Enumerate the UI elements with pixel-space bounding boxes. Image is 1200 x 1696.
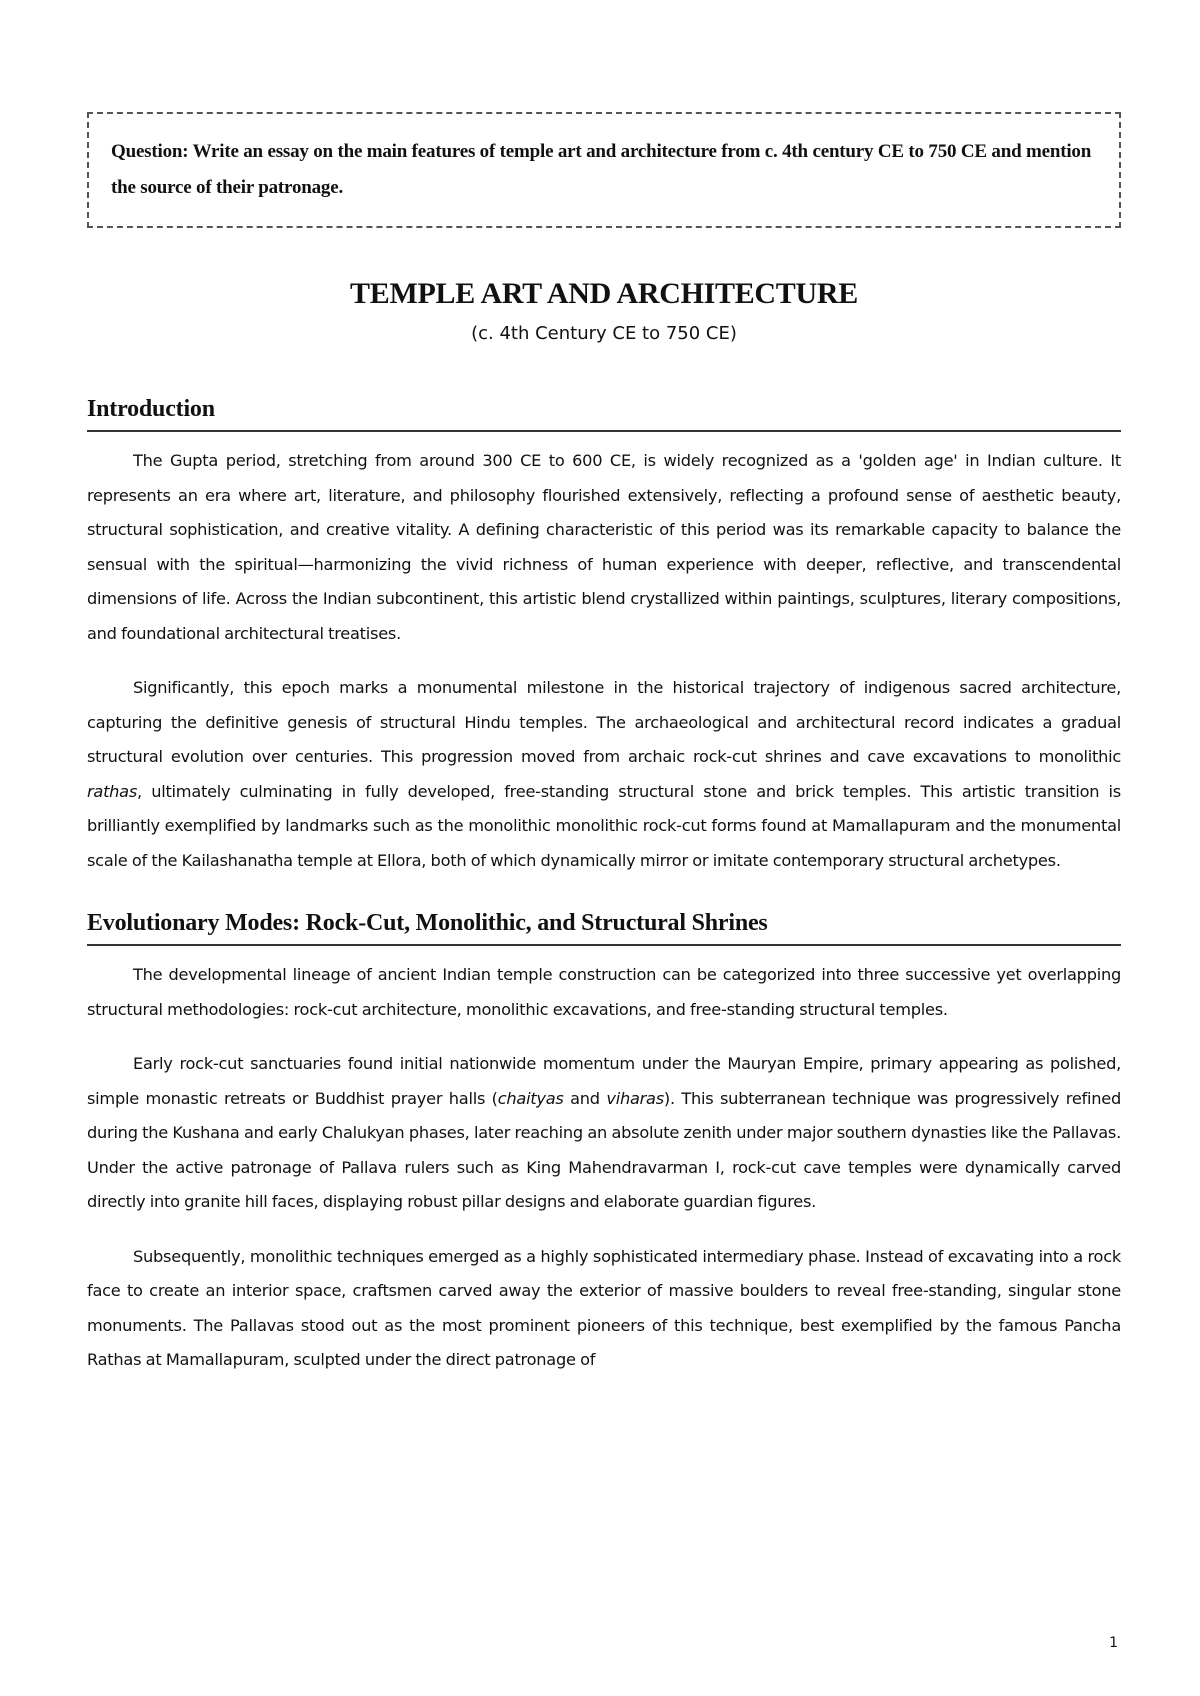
question-text: Question: Write an essay on the main features of temple art and architecture from c. 4th century CE to 750 CE and mention the source of their patronage. bbox=[111, 141, 1092, 198]
document-subtitle: (c. 4th Century CE to 750 CE) bbox=[471, 323, 737, 344]
intro-paragraph-1 bbox=[87, 444, 1121, 651]
evolution-paragraph-3 bbox=[87, 1240, 1121, 1378]
paragraph-text: Early rock-cut sanctuaries found initial nationwide momentum under the Mauryan Empire, primary appearing as polished, simple monastic retreats or Buddhist prayer halls ( bbox=[87, 1054, 1121, 1108]
paragraph-text: ). This subterranean technique was progressively refined during the Kushana and early Chalukyan phases, later reaching an absolute zenith under major southern dynasties like the Pallavas. Under the active patronage of Pallava rulers such as King Mahendravarman I, rock-cut cave temples were dynamically carved directly into granite hill faces, displaying robust pillar designs and elaborate guardian figures. bbox=[87, 1088, 1121, 1211]
paragraph-text: Significantly, this epoch marks a monumental milestone in the historical trajectory of indigenous sacred architecture, capturing the definitive genesis of structural Hindu temples. The archaeological and architectural record indicates a gradual structural evolution over centuries. This progression moved from archaic rock-cut shrines and cave excavations to monolithic bbox=[87, 678, 1121, 766]
question-box bbox=[87, 112, 1121, 228]
italic-term-rathas: rathas bbox=[87, 781, 138, 801]
intro-paragraph-2 bbox=[87, 671, 1121, 878]
evolution-paragraph-1 bbox=[87, 958, 1121, 1027]
paragraph-text: and bbox=[563, 1088, 607, 1108]
paragraph-text: , ultimately culminating in fully developed, free-standing structural stone and brick temples. This artistic transition is brilliantly exemplified by landmarks such as the monolithic monolithic rock-cut forms found at Mamallapuram and the monumental scale of the Kailashanatha temple at Ellora, both of which dynamically mirror or imitate contemporary structural archetypes. bbox=[87, 781, 1121, 870]
section-heading-introduction: Introduction bbox=[87, 394, 1121, 432]
paragraph-text: Subsequently, monolithic techniques emerged as a highly sophisticated intermediary phase. Instead of excavating into a rock face to create an interior space, craftsmen carved away the exterior of massive boulders to reveal free-standing, singular stone monuments. The Pallavas stood out as the most prominent pioneers of this technique, best exemplified by the famous Pancha Rathas at Mamallapuram, sculpted under the direct patronage of bbox=[87, 1246, 1121, 1369]
paragraph-text: The developmental lineage of ancient Indian temple construction can be categorized into three successive yet overlapping structural methodologies: rock-cut architecture, monolithic excavations, and free-standing structural temples. bbox=[87, 965, 1121, 1019]
evolution-paragraph-2 bbox=[87, 1047, 1121, 1220]
section-heading-evolutionary-modes: Evolutionary Modes: Rock-Cut, Monolithic, and Structural Shrines bbox=[87, 908, 1121, 946]
italic-term-chaityas: chaityas bbox=[497, 1088, 564, 1108]
paragraph-text: The Gupta period, stretching from around 300 CE to 600 CE, is widely recognized as a 'golden age' in Indian culture. It represents an era where art, literature, and philosophy flourished extensively, reflecting a profound sense of aesthetic beauty, structural sophistication, and creative vitality. A defining characteristic of this period was its remarkable capacity to balance the sensual with the spiritual—harmonizing the vivid richness of human experience with deeper, reflective, and transcendental dimensions of life. Across the Indian subcontinent, this artistic blend crystallized within paintings, sculptures, literary compositions, and foundational architectural treatises. bbox=[87, 451, 1121, 643]
document-title: TEMPLE ART AND ARCHITECTURE bbox=[350, 277, 858, 310]
italic-term-viharas: viharas bbox=[606, 1088, 664, 1108]
document-page bbox=[87, 112, 1121, 1378]
page-number: 1 bbox=[1109, 1635, 1118, 1651]
